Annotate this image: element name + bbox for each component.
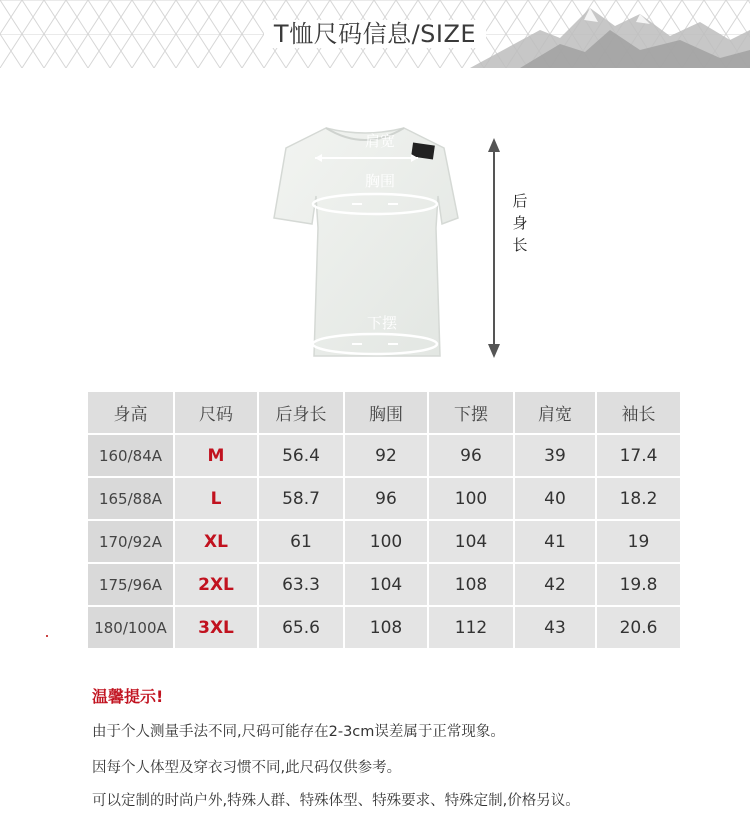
table-row — [88, 520, 680, 563]
cell: 180/100A — [88, 606, 174, 648]
header-banner — [0, 0, 750, 68]
measurement-diagram — [0, 118, 750, 368]
col-shoulder: 肩宽 — [514, 392, 596, 434]
col-back-length: 后身长 — [258, 392, 344, 434]
cell: 96 — [428, 434, 514, 477]
tip-line-2: 因每个人体型及穿衣习惯不同,此尺码仅供参考。 — [92, 760, 402, 776]
cell: 63.3 — [258, 563, 344, 606]
size-cell: XL — [174, 520, 258, 563]
cell: 92 — [344, 434, 428, 477]
cell: 160/84A — [88, 434, 174, 477]
size-cell: 2XL — [174, 563, 258, 606]
decorative-dot — [46, 635, 48, 637]
size-cell: L — [174, 477, 258, 520]
cell: 108 — [428, 563, 514, 606]
cell: 61 — [258, 520, 344, 563]
cell: 17.4 — [596, 434, 680, 477]
cell: 104 — [428, 520, 514, 563]
cell: 41 — [514, 520, 596, 563]
cell: 40 — [514, 477, 596, 520]
col-height: 身高 — [88, 392, 174, 434]
cell: 170/92A — [88, 520, 174, 563]
cell: 19 — [596, 520, 680, 563]
cell: 39 — [514, 434, 596, 477]
cell: 104 — [344, 563, 428, 606]
cell: 175/96A — [88, 563, 174, 606]
col-sleeve: 袖长 — [596, 392, 680, 434]
cell: 65.6 — [258, 606, 344, 648]
cell: 100 — [428, 477, 514, 520]
table-header-row — [88, 392, 680, 434]
cell: 112 — [428, 606, 514, 648]
cell: 108 — [344, 606, 428, 648]
cell: 42 — [514, 563, 596, 606]
shoulder-label: 肩宽 — [364, 132, 395, 150]
cell: 43 — [514, 606, 596, 648]
cell: 20.6 — [596, 606, 680, 648]
tips-title: 温馨提示! — [92, 687, 164, 706]
col-size: 尺码 — [174, 392, 258, 434]
table-row — [88, 434, 680, 477]
cell: 18.2 — [596, 477, 680, 520]
table-row — [88, 477, 680, 520]
tip-line-1: 由于个人测量手法不同,尺码可能存在2-3cm误差属于正常现象。 — [92, 724, 505, 740]
length-arrow-icon — [484, 138, 504, 358]
table-row — [88, 606, 680, 648]
size-cell: M — [174, 434, 258, 477]
page-title: T恤尺码信息/SIZE — [0, 14, 750, 49]
col-chest: 胸围 — [344, 392, 428, 434]
cell: 19.8 — [596, 563, 680, 606]
size-cell: 3XL — [174, 606, 258, 648]
cell: 100 — [344, 520, 428, 563]
chest-label: 胸围 — [364, 172, 395, 190]
cell: 165/88A — [88, 477, 174, 520]
tip-line-3: 可以定制的时尚户外,特殊人群、特殊体型、特殊要求、特殊定制,价格另议。 — [92, 793, 580, 809]
col-hem: 下摆 — [428, 392, 514, 434]
cell: 56.4 — [258, 434, 344, 477]
size-table — [88, 392, 680, 648]
back-length-label: 后 身 长 — [512, 192, 528, 254]
cell: 96 — [344, 477, 428, 520]
cell: 58.7 — [258, 477, 344, 520]
table-row — [88, 563, 680, 606]
hem-label: 下摆 — [366, 314, 397, 332]
